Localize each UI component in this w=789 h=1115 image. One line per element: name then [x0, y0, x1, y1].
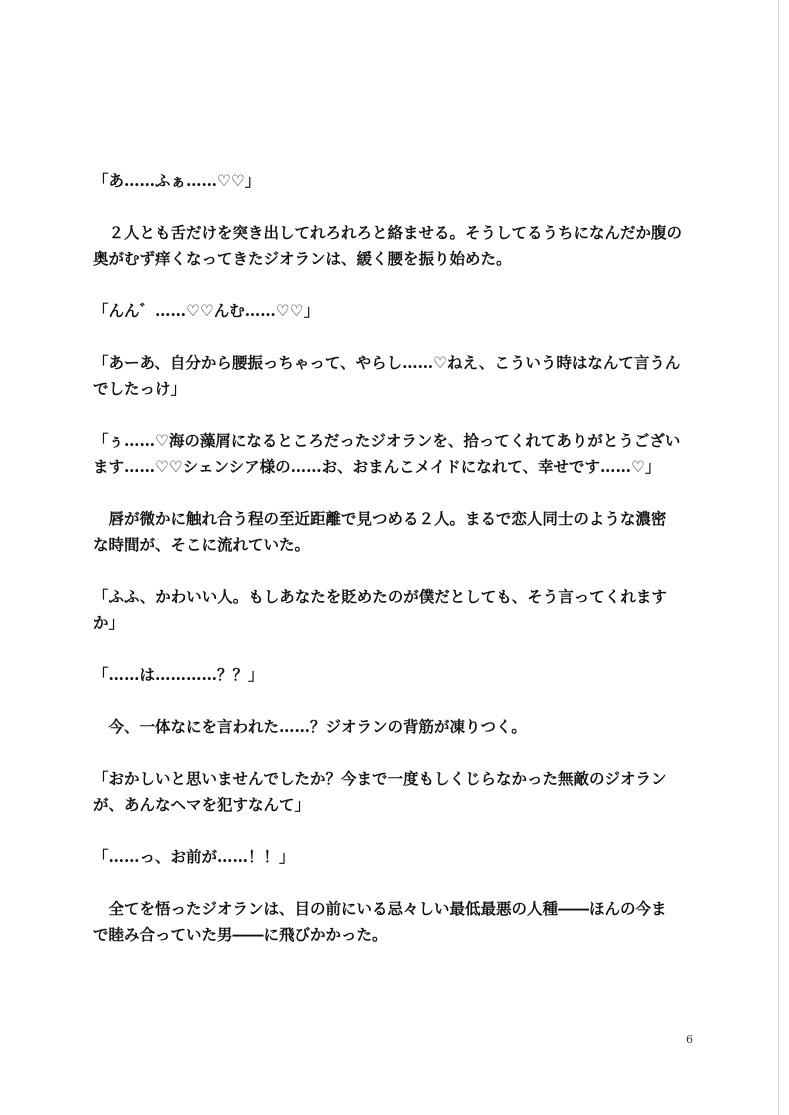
paragraph-gap	[93, 324, 699, 350]
paragraph-gap	[93, 194, 699, 220]
paragraph-12: 全てを悟ったジオランは、目の前にいる忌々しい最低最悪の人種――ほんの今ま で睦み合っていた男――に飛びかかった。	[93, 899, 667, 944]
paragraph-gap	[93, 870, 699, 896]
paragraph-6: 唇が微かに触れ合う程の至近距離で見つめる２人。まるで恋人同士のような濃密 な時間が、そこに流れていた。	[93, 509, 667, 554]
paragraph-4: 「あーあ、自分から腰振っちゃって、やらし……♡ねえ、こういう時はなんて言うん でしたっけ」	[93, 353, 681, 398]
paragraph-gap	[93, 818, 699, 844]
paragraph-2: ２人とも舌だけを突き出してれろれろと絡ませる。そうしてるうちになんだか腹の 奥がむず痒くなってきたジオランは、緩く腰を振り始めた。	[93, 223, 683, 268]
paragraph-gap	[93, 402, 699, 428]
paragraph-gap	[93, 272, 699, 298]
paragraph-gap	[93, 740, 699, 766]
paragraph-8: 「……は…………？？」	[93, 665, 264, 684]
body-text	[93, 168, 699, 948]
paragraph-1: 「あ……ふぁ……♡♡」	[93, 171, 261, 190]
paragraph-10: 「おかしいと思いませんでしたか？今まで一度もしくじらなかった無敵のジオラン が、あんなヘマを犯すなんて」	[93, 769, 667, 814]
page-edge	[779, 0, 789, 1115]
paragraph-5: 「ぅ……♡海の藻屑になるところだったジオランを、拾ってくれてありがとうござい ます……♡♡シェンシア様の……お、おまんこメイドになれて、幸せです……♡」	[93, 431, 681, 476]
paragraph-11: 「……っ、お前が……！！」	[93, 847, 295, 866]
paragraph-gap	[93, 636, 699, 662]
paragraph-gap	[93, 558, 699, 584]
paragraph-9: 今、一体なにを言われた……？ジオランの背筋が凍りつく。	[93, 717, 527, 736]
page-number: 6	[686, 1033, 693, 1046]
paragraph-gap	[93, 688, 699, 714]
paragraph-3: 「んん゛……♡♡んむ……♡♡」	[93, 301, 320, 320]
paragraph-gap	[93, 480, 699, 506]
paragraph-7: 「ふふ、かわいい人。もしあなたを貶めたのが僕だとしても、そう言ってくれます か」	[93, 587, 667, 632]
